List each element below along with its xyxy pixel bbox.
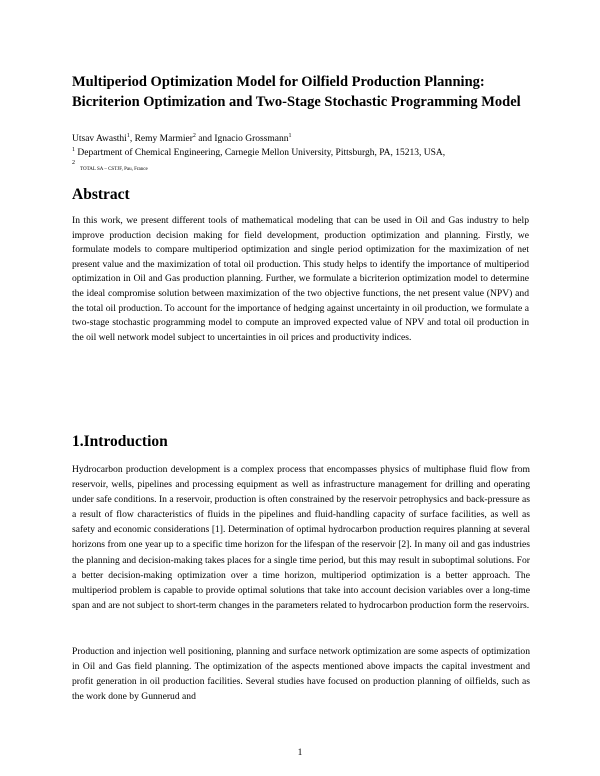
author-name: Ignacio Grossmann	[214, 134, 289, 144]
author-name: Remy Marmier	[134, 134, 193, 144]
affiliation-1	[72, 147, 542, 159]
author-affiliation-mark: 1	[288, 132, 292, 139]
affiliation-number: 2	[72, 160, 75, 166]
affiliation-text: Department of Chemical Engineering, Carnegie Mellon University, Pittsburgh, PA, 15213, USA,	[77, 148, 446, 158]
author-affiliation-mark: 1	[126, 132, 130, 139]
author-name: Utsav Awasthi	[72, 134, 127, 144]
paper-title: Multiperiod Optimization Model for Oilfield Production Planning: Bicriterion Optimization and Two-Stage Stochastic Programming Model	[72, 74, 521, 110]
affiliation-2-text: TOTAL SA – CSTJF, Pau, France	[80, 167, 148, 172]
author-affiliation-mark: 2	[192, 132, 196, 139]
page-number: 1	[297, 748, 303, 758]
abstract-body: In this work, we present different tools of mathematical modeling that can be used in Oil and Gas industry to help improve production decision making for field development, production optimization and planning. Firstly, we formulate models to compare multiperiod optimization and single period optimization for the maximization of net present value and the maximization of total oil production. This study helps to identify the importance of multiperiod optimization in Oil and Gas production planning. Further, we formulate a bicriterion optimization model to determine the ideal compromise solution between maximization of the two objective functions, the net present value (NPV) and the total oil production. To account for the importance of hedging against uncertainty in oil production, we formulate a two-stage stochastic programming model to compute an improved expected value of NPV and total oil production in the oil well network model subject to uncertainties in oil prices and productivity indices.	[72, 215, 529, 343]
introduction-heading: 1.Introduction	[72, 433, 168, 450]
abstract-heading: Abstract	[72, 186, 130, 203]
introduction-paragraph: Hydrocarbon production development is a complex process that encompasses physics of multiphase fluid flow from reservoir, wells, pipelines and processing equipment as well as infrastructure management for drilling and operating under safe conditions. In a reservoir, production is often constrained by the reservoir petrophysics and back-pressure as a result of flow characteristics of fluids in the pipelines and fluid-handling capacity of surface facilities, as well as safety and economic considerations [1]. Determination of optimal hydrocarbon production requires planning at several horizons from one year up to a specific time horizon for the lifespan of the reservoir [2]. In many oil and gas industries the planning and decision-making takes places for a single time period, but this may result in suboptimal solutions. For a better decision-making optimization over a time horizon, multiperiod optimization is a better approach. The multiperiod problem is capable to provide optimal solutions that take into account decision variables over a long-time span and are not subject to short-term changes in the parameters related to hydrocarbon production form the reservoirs.	[72, 464, 530, 611]
introduction-paragraph: Production and injection well positioning, planning and surface network optimization are some aspects of optimization in Oil and Gas field planning. The optimization of the aspects mentioned above impacts the capital investment and profit generation in oil production facilities. Several studies have focused on production planning of oilfields, such as the work done by Gunnerud and	[72, 646, 530, 703]
author-list: Utsav Awasthi$^1$, Remy Marmier$^2$ and Ignacio Grossmann$^1$	[72, 132, 292, 144]
affiliation-number: 1	[72, 146, 75, 153]
